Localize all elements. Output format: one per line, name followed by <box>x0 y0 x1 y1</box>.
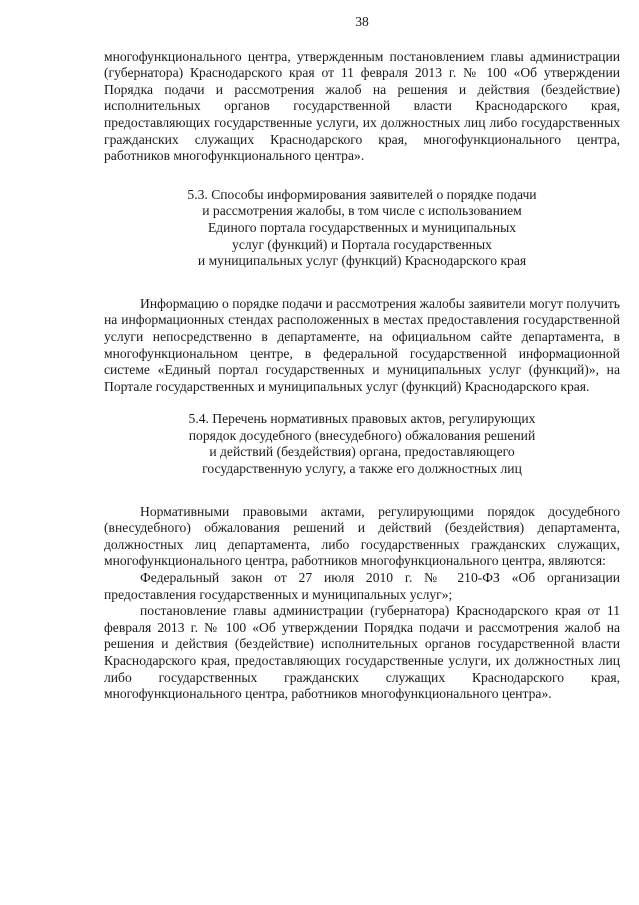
heading-line: и муниципальных услуг (функций) Краснодарского края <box>197 253 527 269</box>
section-5-4-body-2: Федеральный закон от 27 июля 2010 г. № 210-ФЗ «Об организации предоставления государственных и муниципальных услуг»; <box>104 570 620 602</box>
heading-line: и рассмотрения жалобы, в том числе с использованием <box>202 203 522 219</box>
heading-line: Единого портала государственных и муниципальных <box>207 219 517 235</box>
heading-line: услуг (функций) и Портала государственных <box>232 236 492 252</box>
heading-line: и действий (бездействия) органа, предоставляющего <box>209 444 515 460</box>
section-5-4-heading <box>104 411 620 477</box>
heading-line: 5.4. Перечень нормативных правовых актов, регулирующих <box>188 411 536 427</box>
section-5-4-body-3: постановление главы администрации (губернатора) Краснодарского края от 11 февраля 2013 г. № 100 «Об утверждении Порядка подачи и рассмотрения жалоб на решения и действия (бездействие) исполнительных органов государственной власти Краснодарского края, предоставляющих государственные услуги, их должностных лиц либо государственных гражданских служащих Краснодарского края, многофункционального центра, работников многофункционального центра». <box>104 603 620 702</box>
heading-line: государственную услугу, а также его должностных лиц <box>202 461 522 477</box>
section-5-3-heading <box>104 187 620 270</box>
page-number: 38 <box>355 14 369 29</box>
document-page <box>104 14 620 703</box>
heading-line: порядок досудебного (внесудебного) обжалования решений <box>188 427 536 443</box>
heading-line: 5.3. Способы информирования заявителей о порядке подачи <box>187 186 537 202</box>
paragraph-continuation: многофункционального центра, утвержденным постановлением главы администрации (губернатора) Краснодарского края от 11 февраля 2013 г. № 100 «Об утверждении Порядка подачи и рассмотрения жалоб на решения и действия (бездействие) исполнительных органов государственной власти Краснодарского края, предоставляющих государственные услуги, их должностных лиц либо государственных гражданских служащих Краснодарского края, многофункционального центра, работников многофункционального центра». <box>104 48 620 164</box>
section-5-3-body: Информацию о порядке подачи и рассмотрения жалобы заявители могут получить на информационных стендах расположенных в местах предоставления государственной услуги непосредственно в департаменте, на официальном сайте департамента, в многофункциональном центре, в федеральной государственной информационной системе «Единый портал государственных и муниципальных услуг (функций)», на Портале государственных и муниципальных услуг (функций) Краснодарского края. <box>104 295 620 394</box>
section-5-4-body-1: Нормативными правовыми актами, регулирующими порядок досудебного (внесудебного) обжалования решений и действий (бездействия) департамента, должностных лиц департамента, либо государственных гражданских служащих, многофункционального центра, работников многофункционального центра, являются: <box>104 503 620 569</box>
